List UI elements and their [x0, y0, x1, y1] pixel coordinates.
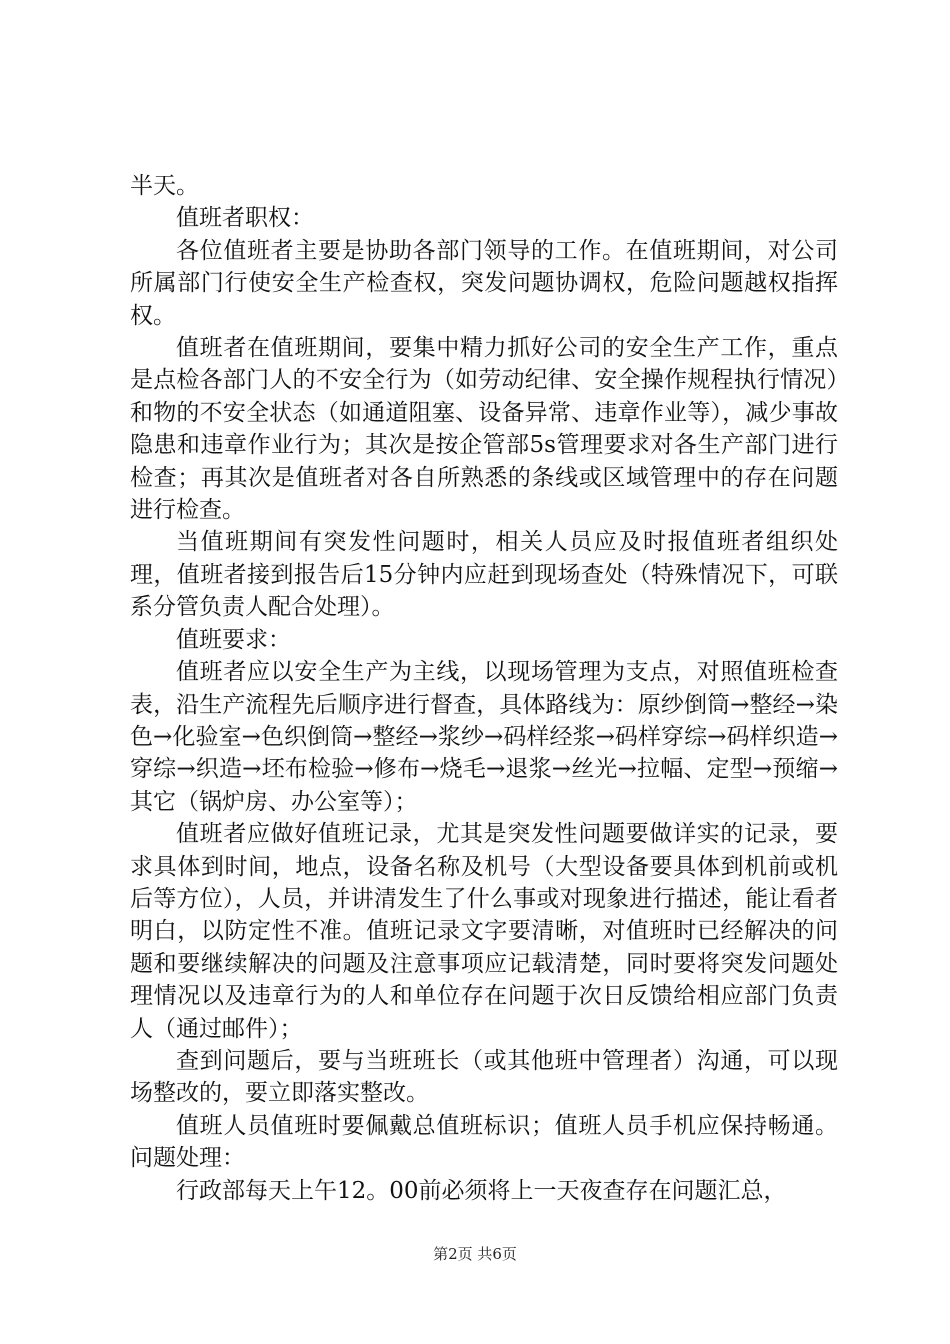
paragraph: 各位值班者主要是协助各部门领导的工作。在值班期间，对公司所属部门行使安全生产检查权，突发问题协调权，危险问题越权指挥权。 [130, 237, 838, 329]
section-heading-duty-authority: 值班者职权： [176, 205, 314, 232]
paragraph: 值班者在值班期间，要集中精力抓好公司的安全生产工作，重点是点检各部门人的不安全行为（如劳动纪律、安全操作规程执行情况）和物的不安全状态（如通道阻塞、设备异常、违章作业等），减少事故隐患和违章作业行为；其次是按企管部5s管理要求对各生产部门进行检查；再其次是值班者对各自所熟悉的条线或区域管理中的存在问题进行检查。 [130, 335, 838, 524]
page-footer [0, 1243, 950, 1264]
paragraph: 值班者应以安全生产为主线，以现场管理为支点，对照值班检查表，沿生产流程先后顺序进行督查，具体路线为：原纱倒筒→整经→染色→化验室→色织倒筒→整经→浆纱→码样经浆→码样穿综→码样织造→穿综→织造→坯布检验→修布→烧毛→退浆→丝光→拉幅、定型→预缩→其它（锅炉房、办公室等）； [130, 659, 838, 815]
paragraph: 值班者应做好值班记录，尤其是突发性问题要做详实的记录，要求具体到时间，地点，设备名称及机号（大型设备要具体到机前或机后等方位），人员，并讲清发生了什么事或对现象进行描述，能让看者明白，以防定性不准。值班记录文字要清晰，对值班时已经解决的问题和要继续解决的问题及注意事项应记载清楚，同时要将突发问题处理情况以及违章行为的人和单位存在问题于次日反馈给相应部门负责人（通过邮件）； [130, 821, 838, 1042]
page-number: 第2页 共6页 [433, 1245, 517, 1263]
document-body [130, 170, 838, 1207]
paragraph: 值班人员值班时要佩戴总值班标识；值班人员手机应保持畅通。问题处理： [130, 1112, 838, 1172]
section-heading-duty-requirements: 值班要求： [176, 626, 291, 653]
paragraph: 行政部每天上午12。00前必须将上一天夜查存在问题汇总， [176, 1177, 787, 1204]
paragraph: 半天。 [130, 173, 199, 199]
paragraph: 当值班期间有突发性问题时，相关人员应及时报值班者组织处理，值班者接到报告后15分钟内应赶到现场查处（特殊情况下，可联系分管负责人配合处理）。 [130, 529, 838, 621]
paragraph: 查到问题后，要与当班班长（或其他班中管理者）沟通，可以现场整改的，要立即落实整改。 [130, 1047, 838, 1107]
